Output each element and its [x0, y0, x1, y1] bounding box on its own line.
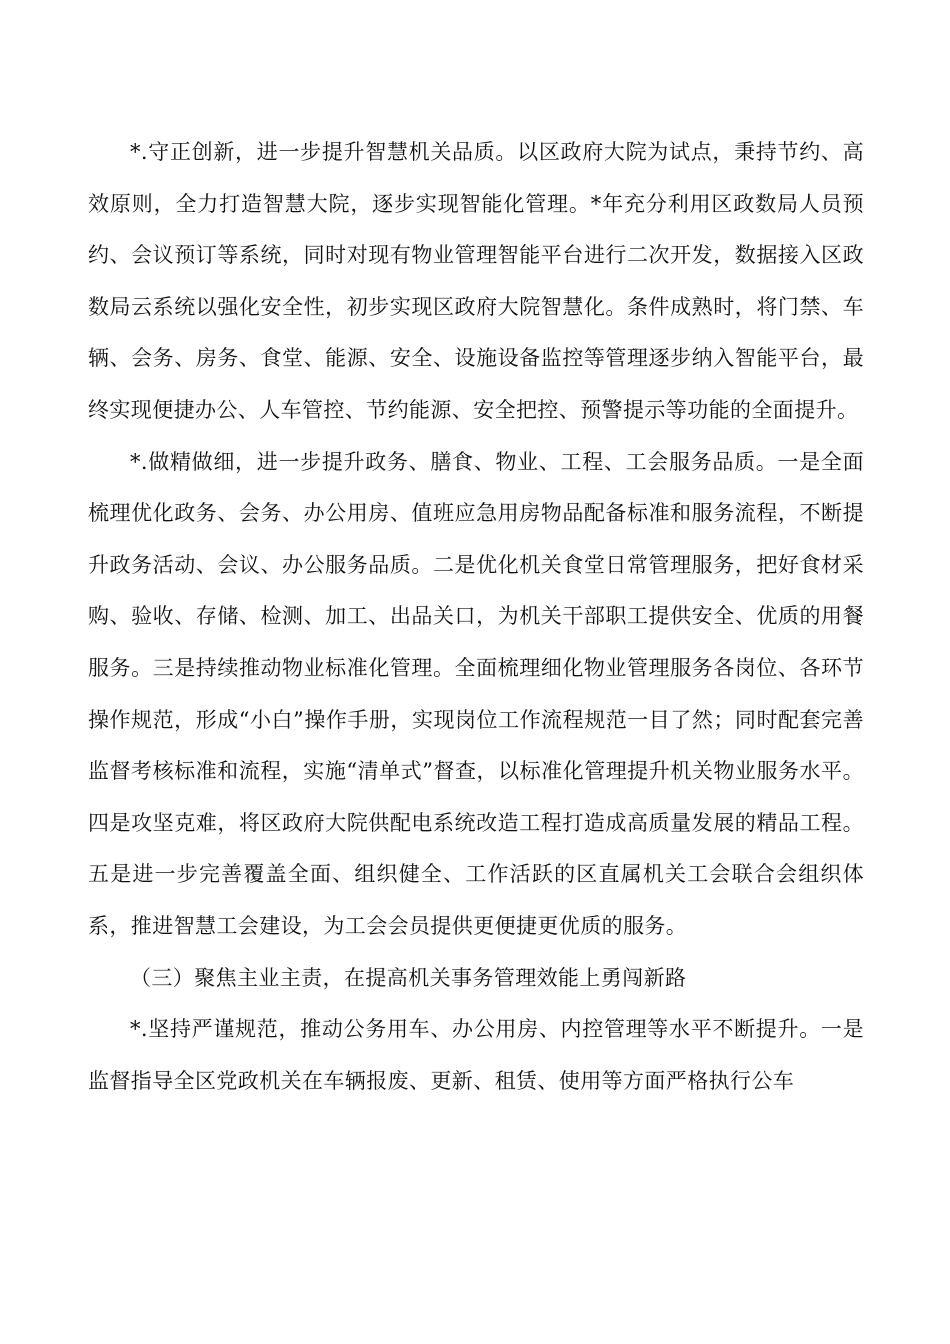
paragraph-service-quality: *.做精做细，进一步提升政务、膳食、物业、工程、工会服务品质。一是全面梳理优化政务、会务、办公用房、值班应急用房物品配备标准和服务流程，不断提升政务活动、会议、办公服务品质。二是优化机关食堂日常管理服务，把好食材采购、验收、存储、检测、加工、出品关口，为机关干部职工提供安全、优质的用餐服务。三是持续推动物业标准化管理。全面梳理细化物业管理服务各岗位、各环节操作规范，形成“小白”操作手册，实现岗位工作流程规范一目了然；同时配套完善监督考核标准和流程，实施“清单式”督查，以标准化管理提升机关物业服务水平。四是攻坚克难，将区政府大院供配电系统改造工程打造成高质量发展的精品工程。五是进一步完善覆盖全面、组织健全、工作活跃的区直属机关工会联合会组织体系，推进智慧工会建设，为工会会员提供更便捷更优质的服务。 [88, 449, 864, 938]
paragraph-standard-management: *.坚持严谨规范，推动公务用车、办公用房、内控管理等水平不断提升。一是监督指导全区党政机关在车辆报废、更新、租赁、使用等方面严格执行公车 [88, 1017, 864, 1093]
paragraph-smart-office: *.守正创新，进一步提升智慧机关品质。以区政府大院为试点，秉持节约、高效原则，全力打造智慧大院，逐步实现智能化管理。*年充分利用区政数局人员预约、会议预订等系统，同时对现有物业管理智能平台进行二次开发，数据接入区政数局云系统以强化安全性，初步实现区政府大院智慧化。条件成熟时，将门禁、车辆、会务、房务、食堂、能源、安全、设施设备监控等管理逐步纳入智能平台，最终实现便捷办公、人车管控、节约能源、安全把控、预警提示等功能的全面提升。 [88, 140, 864, 422]
document-page [88, 127, 864, 1107]
section-heading-3: （三）聚焦主业主责，在提高机关事务管理效能上勇闯新路 [130, 965, 687, 990]
